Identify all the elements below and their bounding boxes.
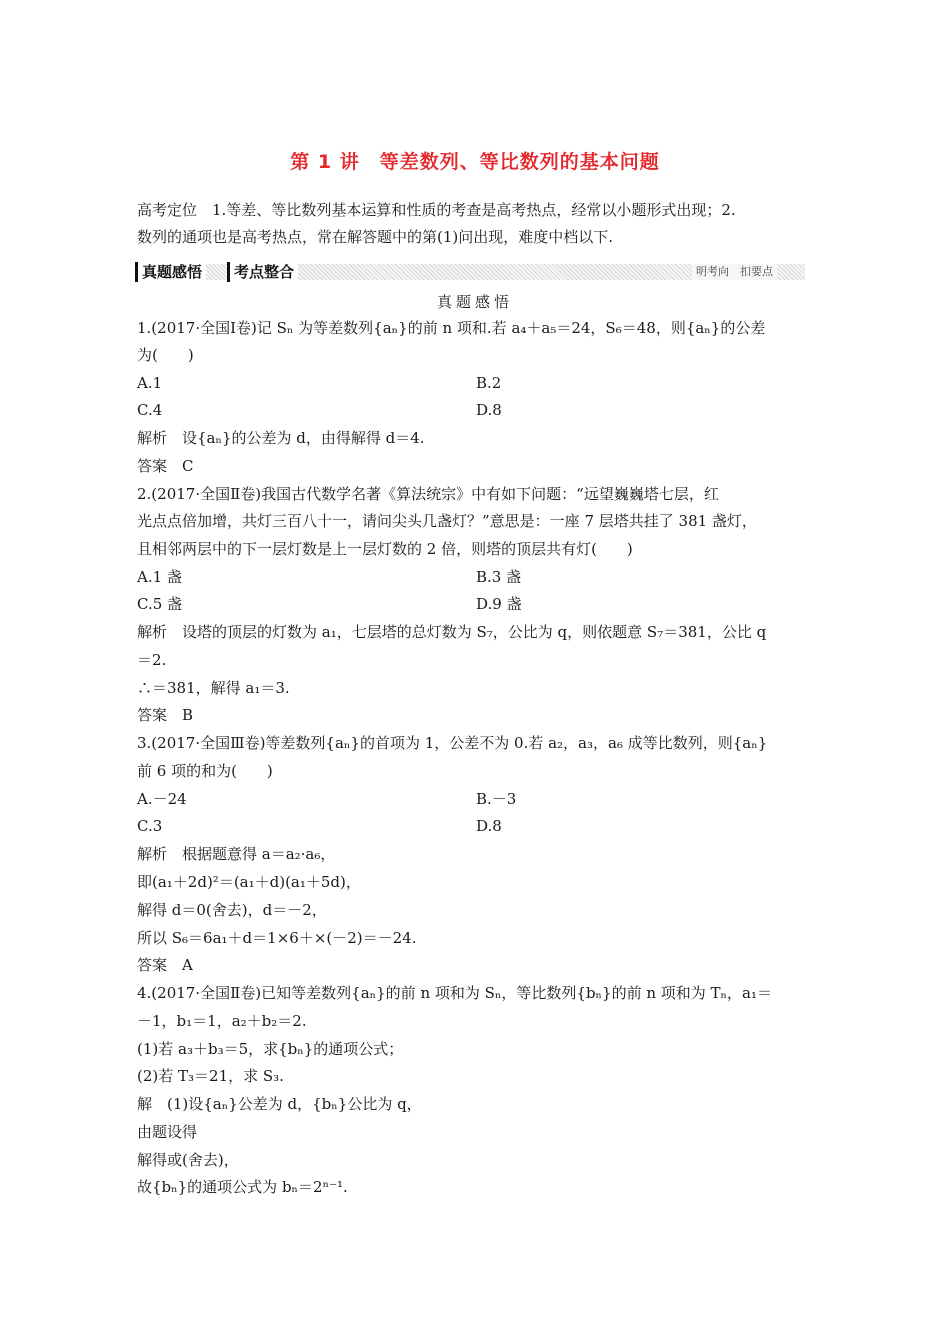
q1-stem-line: 1.(2017·全国Ⅰ卷)记 Sₙ 为等差数列{aₙ}的前 n 项和.若 a₄＋a₅＝24，S₆＝48，则{aₙ}的公差: [137, 319, 766, 337]
q1-analysis: 解析 设{aₙ}的公差为 d，由得解得 d＝4.: [137, 429, 425, 447]
q3-analysis-line: 即(a₁＋2d)²＝(a₁＋d)(a₁＋5d)，: [137, 873, 361, 891]
q3-stem-line: 3.(2017·全国Ⅲ卷)等差数列{aₙ}的首项为 1，公差不为 0.若 a₂，a₃，a₆ 成等比数列，则{aₙ}: [137, 734, 768, 752]
q2-option-c: C.5 盏: [137, 595, 183, 613]
q4-solution-line: 解 (1)设{aₙ}公差为 d，{bₙ}公比为 q，: [137, 1095, 422, 1113]
q2-option-d: D.9 盏: [476, 595, 522, 613]
q2-option-a: A.1 盏: [137, 568, 182, 586]
q3-option-d: D.8: [476, 817, 502, 835]
banner-hint: 明考向 扣要点: [692, 264, 777, 280]
q3-answer: 答案 A: [137, 956, 193, 974]
q3-option-b: B.－3: [476, 790, 517, 808]
q3-analysis-line: 解得 d＝0(舍去)，d＝－2，: [137, 901, 327, 919]
q1-option-a: A.1: [137, 374, 163, 392]
q4-stem-line: 4.(2017·全国Ⅱ卷)已知等差数列{aₙ}的前 n 项和为 Sₙ，等比数列{bₙ}的前 n 项和为 Tₙ，a₁＝: [137, 984, 772, 1002]
q4-solution-line: 解得或(舍去)，: [137, 1151, 239, 1169]
q2-stem-line: 且相邻两层中的下一层灯数是上一层灯数的 2 倍，则塔的顶层共有灯( ): [137, 540, 633, 558]
section-heading: 真题感悟: [436, 293, 513, 311]
q2-option-b: B.3 盏: [476, 568, 522, 586]
q4-solution-line: 故{bₙ}的通项公式为 bₙ＝2ⁿ⁻¹.: [137, 1178, 348, 1196]
q4-stem-line: －1，b₁＝1，a₂＋b₂＝2.: [137, 1012, 307, 1030]
q2-stem-line: 2.(2017·全国Ⅱ卷)我国古代数学名著《算法统宗》中有如下问题：“远望巍巍塔七层，红: [137, 485, 719, 503]
q2-answer: 答案 B: [137, 706, 194, 724]
intro-line: 高考定位 1.等差、等比数列基本运算和性质的考查是高考热点，经常以小题形式出现；2.: [137, 201, 736, 219]
intro-line: 数列的通项也是高考热点，常在解答题中的第(1)问出现，难度中档以下.: [137, 228, 614, 246]
banner-tag-zhenti: 真题感悟: [135, 262, 206, 282]
q3-option-a: A.－24: [137, 790, 187, 808]
q3-analysis-line: 解析 根据题意得 a＝a₂·a₆，: [137, 845, 336, 863]
q2-stem-line: 光点点倍加增，共灯三百八十一，请问尖头几盏灯？”意思是：一座 7 层塔共挂了 381 盏灯，: [137, 512, 757, 530]
section-banner: [135, 262, 805, 282]
q2-analysis-line: ＝2.: [137, 651, 167, 669]
q1-stem-line: 为( ): [137, 346, 194, 364]
q4-stem-line: (1)若 a₃＋b₃＝5，求{bₙ}的通项公式；: [137, 1040, 404, 1058]
q3-analysis-line: 所以 S₆＝6a₁＋d＝1×6＋×(－2)＝－24.: [137, 929, 417, 947]
banner-tag-kaodian: 考点整合: [227, 262, 298, 282]
q2-analysis-line: 解析 设塔的顶层的灯数为 a₁，七层塔的总灯数为 S₇，公比为 q，则依题意 S₇＝381，公比 q: [137, 623, 767, 641]
q2-analysis-line: ∴＝381，解得 a₁＝3.: [137, 679, 290, 697]
q1-answer: 答案 C: [137, 457, 194, 475]
q3-stem-line: 前 6 项的和为( ): [137, 762, 273, 780]
q1-option-c: C.4: [137, 401, 163, 419]
q1-option-b: B.2: [476, 374, 502, 392]
q4-stem-line: (2)若 T₃＝21，求 S₃.: [137, 1067, 284, 1085]
q1-option-d: D.8: [476, 401, 502, 419]
q4-solution-line: 由题设得: [137, 1123, 198, 1141]
q3-option-c: C.3: [137, 817, 163, 835]
lesson-title: 第 1 讲 等差数列、等比数列的基本问题: [290, 151, 660, 173]
